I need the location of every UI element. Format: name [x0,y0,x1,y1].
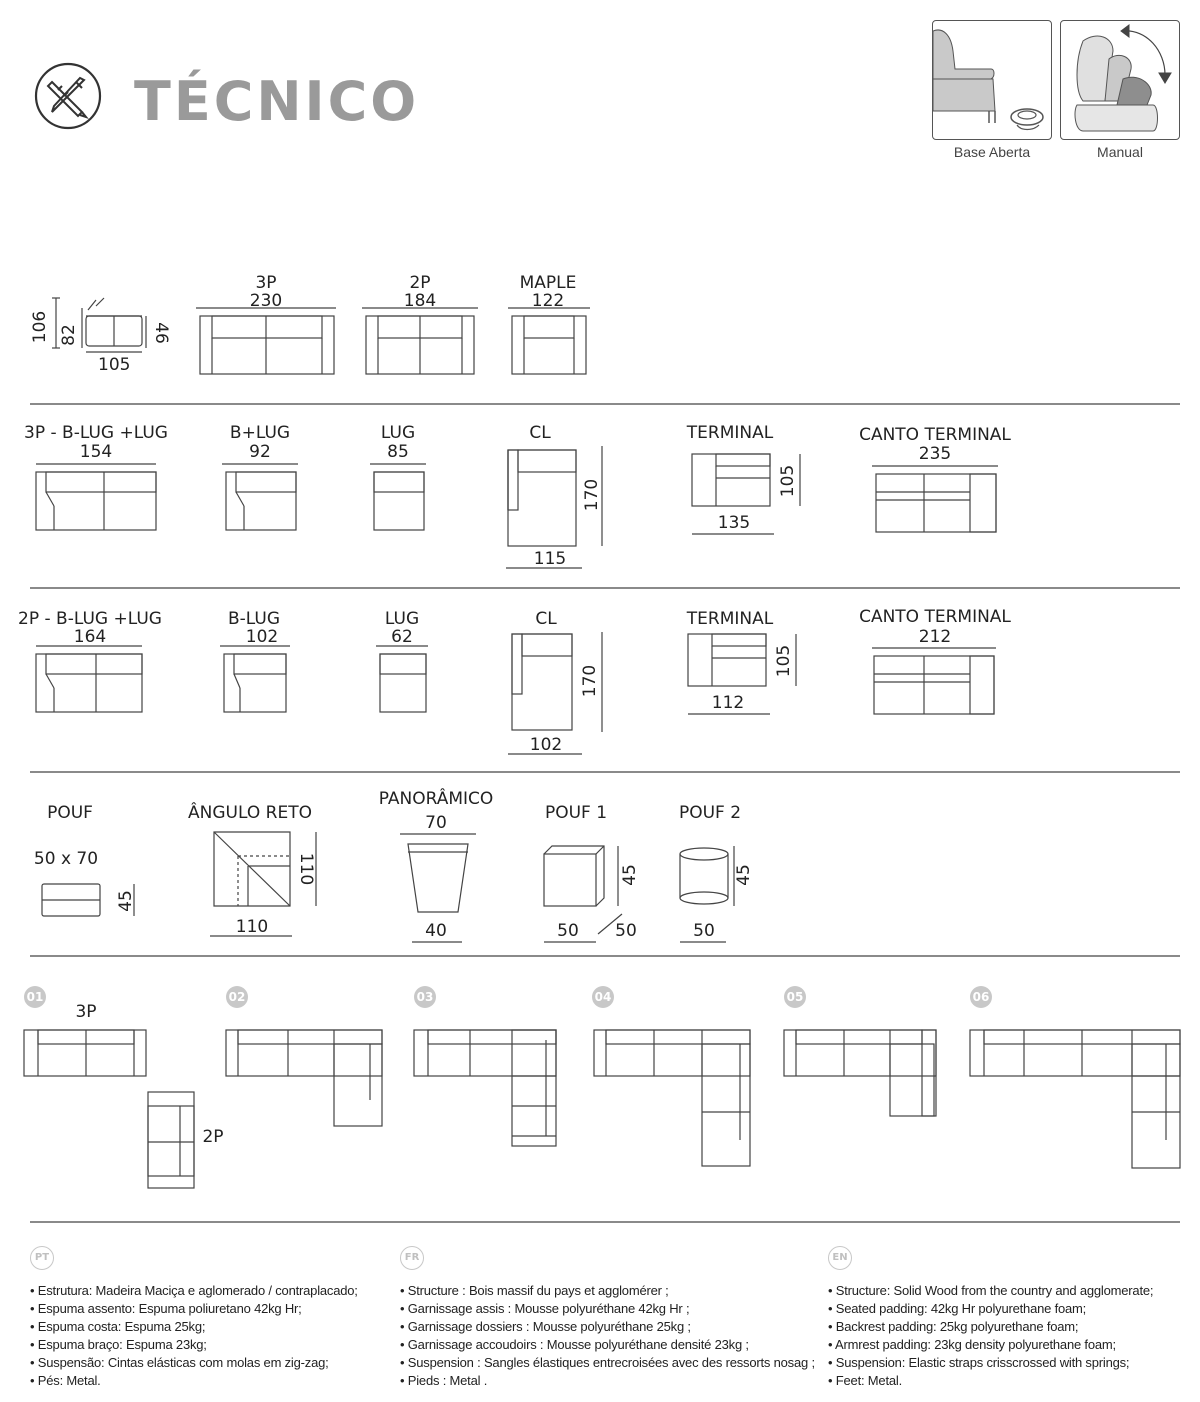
item-name: POUF 2 [678,803,742,823]
spec-item: • Espuma costa: Espuma 25kg; [30,1318,390,1336]
module-width: 154 [79,442,113,462]
module-width: 235 [918,444,952,464]
module-width: 112 [711,693,745,713]
item-name: PANORÂMICO [378,789,494,809]
spec-item: • Garnissage accoudoirs : Mousse polyuréthane densité 23kg ; [400,1336,820,1354]
spec-item: • Feet: Metal. [828,1372,1188,1390]
item-width: 110 [235,917,269,937]
module-width: 212 [918,627,952,647]
module-cl-3-drawing [512,634,572,730]
feature-label-open-base: Base Aberta [953,144,1031,160]
spec-list-pt [30,1282,390,1390]
spec-item: • Pieds : Metal . [400,1372,820,1390]
model-2p-name: 2P [409,273,431,293]
layout-label-3p: 3P [75,1002,97,1022]
module-b-lug-3-drawing [224,654,286,712]
module-name: 3P - B-LUG +LUG [24,423,168,443]
pouf-2-drawing [680,848,728,904]
sofa-2p-drawing [366,316,474,374]
language-badge-en: EN [828,1246,852,1270]
language-badge-fr: FR [400,1246,424,1270]
item-name: POUF 1 [544,803,608,823]
layout-05-drawing [784,1030,936,1116]
module-name: LUG [380,423,416,443]
module-width: 62 [391,627,413,647]
item-height: 45 [734,864,754,886]
dim-side-total-height: 106 [30,310,51,344]
module-depth: 170 [582,478,602,512]
layout-03-drawing [414,1030,556,1146]
spec-item: • Structure : Bois massif du pays et agglomérer ; [400,1282,820,1300]
module-depth: 170 [580,664,600,698]
module-canto-terminal-drawing [876,474,996,532]
module-name: CANTO TERMINAL [859,607,1011,627]
layout-label-2p: 2P [202,1127,224,1147]
item-height: 45 [620,864,640,886]
module-depth: 105 [778,464,798,498]
module-cl-drawing [508,450,576,546]
spec-list-fr [400,1282,820,1390]
item-name: POUF [47,803,93,823]
pouf-1-drawing [544,846,604,906]
spec-item: • Suspensão: Cintas elásticas com molas em zig-zag; [30,1354,390,1372]
dim-side-back-height: 82 [58,324,79,346]
module-width: 164 [73,627,107,647]
armchair-maple-drawing [512,316,586,374]
dim-side-depth: 105 [98,355,131,375]
item-name: ÂNGULO RETO [188,803,312,823]
layout-06-drawing [970,1030,1180,1168]
spec-item: • Seated padding: 42kg Hr polyurethane foam; [828,1300,1188,1318]
spec-item: • Pés: Metal. [30,1372,390,1390]
model-3p-name: 3P [255,273,277,293]
item-depth: 50 [615,921,637,941]
spec-item: • Backrest padding: 25kg polyurethane foam; [828,1318,1188,1336]
item-width: 50 [557,921,579,941]
item-top: 70 [425,813,447,833]
layout-number: 01 [24,986,46,1008]
module-width: 85 [387,442,409,462]
module-3p-blug-lug-drawing [36,472,156,530]
module-name: CL [529,423,551,443]
side-profile-drawing [86,298,142,346]
module-name: 2P - B-LUG +LUG [18,609,162,629]
module-name: CL [535,609,557,629]
layout-number: 04 [592,986,614,1008]
module-terminal-drawing [692,454,770,506]
module-lug-3-drawing [380,654,426,712]
module-name: B-LUG [227,609,281,629]
spec-item: • Suspension : Sangles élastiques entrecroisées avec des ressorts nosag ; [400,1354,820,1372]
model-maple-width: 122 [531,291,565,311]
spec-item: • Espuma assento: Espuma poliuretano 42kg Hr; [30,1300,390,1318]
spec-column-fr [400,1246,820,1390]
module-width: 92 [249,442,271,462]
model-2p-width: 184 [403,291,437,311]
module-name: TERMINAL [686,423,774,443]
layout-04-drawing [594,1030,750,1166]
layout-02-drawing [226,1030,382,1126]
module-name: B+LUG [229,423,291,443]
item-width: 50 [693,921,715,941]
layout-01-drawing [24,1030,194,1188]
module-lug-drawing [374,472,424,530]
item-bottom: 40 [425,921,447,941]
item-height: 45 [116,890,136,912]
module-width: 102 [245,627,279,647]
dim-side-seat-height: 46 [150,322,171,344]
module-terminal-3-drawing [688,634,766,686]
module-name: LUG [384,609,420,629]
language-badge-pt: PT [30,1246,54,1270]
spec-list-en [828,1282,1188,1390]
spec-item: • Estrutura: Madeira Maciça e aglomerado / contraplacado; [30,1282,390,1300]
spec-item: • Garnissage dossiers : Mousse polyuréthane 25kg ; [400,1318,820,1336]
angulo-reto-drawing [214,832,290,906]
module-2p-blug-lug-drawing [36,654,142,712]
item-size: 50 x 70 [33,849,99,869]
page-title: TÉCNICO [134,70,420,133]
layout-number: 05 [784,986,806,1008]
module-canto-terminal-3-drawing [874,656,994,714]
module-depth: 105 [774,644,794,678]
module-b-lug-drawing [226,472,296,530]
panoramico-drawing [408,844,468,912]
module-width: 115 [533,549,567,569]
spec-item: • Espuma braço: Espuma 23kg; [30,1336,390,1354]
module-width: 102 [529,735,563,755]
pouf-drawing [42,884,100,916]
spec-item: • Garnissage assis : Mousse polyuréthane 42kg Hr ; [400,1300,820,1318]
layout-number: 02 [226,986,248,1008]
feature-label-manual: Manual [1097,144,1143,160]
model-3p-width: 230 [249,291,283,311]
spec-item: • Suspension: Elastic straps crisscrossed with springs; [828,1354,1188,1372]
sofa-3p-drawing [200,316,334,374]
spec-column-pt [30,1246,390,1390]
module-name: TERMINAL [686,609,774,629]
layout-number: 03 [414,986,436,1008]
spec-item: • Structure: Solid Wood from the country and agglomerate; [828,1282,1188,1300]
spec-item: • Armrest padding: 23kg density polyurethane foam; [828,1336,1188,1354]
layout-number: 06 [970,986,992,1008]
spec-column-en [828,1246,1188,1390]
model-maple-name: MAPLE [519,273,577,293]
item-height: 110 [296,852,316,886]
module-width: 135 [717,513,751,533]
module-name: CANTO TERMINAL [859,425,1011,445]
